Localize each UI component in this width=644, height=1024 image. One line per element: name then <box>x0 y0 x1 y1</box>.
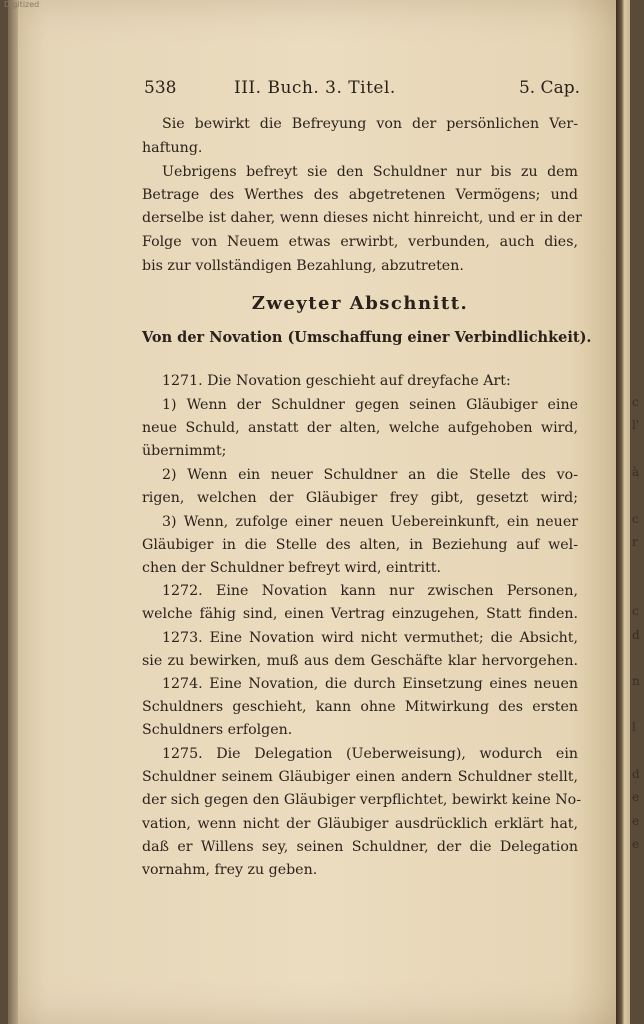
corner-mark: Digitized <box>4 0 40 9</box>
text-line: 1275. Die Delegation (Ueberweisung), wodurch ein <box>162 746 578 762</box>
margin-fragment: e <box>632 837 640 851</box>
page-right-edge <box>616 0 630 1024</box>
text-line: neue Schuld, anstatt der alten, welche aufgehoben wird, <box>142 420 578 436</box>
text-line: bis zur vollständigen Bezahlung, abzutreten. <box>142 258 464 274</box>
text-line: Schuldners geschieht, kann ohne Mitwirkung des ersten <box>142 699 578 715</box>
margin-fragment: l <box>632 720 636 734</box>
text-line: chen der Schuldner befreyt wird, eintritt. <box>142 560 441 576</box>
margin-fragment: n <box>632 674 640 688</box>
text-line: 1273. Eine Novation wird nicht vermuthet; die Absicht, <box>162 630 578 646</box>
text-line: übernimmt; <box>142 443 227 459</box>
text-line: Schuldners erfolgen. <box>142 722 293 738</box>
margin-fragment: c <box>632 604 639 618</box>
text-line: 2) Wenn ein neuer Schuldner an die Stelle des vo- <box>162 467 578 483</box>
margin-fragment: e <box>632 814 640 828</box>
margin-fragment: c <box>632 512 639 526</box>
text-line: vation, wenn nicht der Gläubiger ausdrücklich erklärt hat, <box>142 816 578 832</box>
section-subtitle: Von der Novation (Umschaffung einer Verbindlichkeit). <box>142 329 592 346</box>
text-line: welche fähig sind, einen Vertrag einzugehen, Statt finden. <box>142 606 578 622</box>
text-line: rigen, welchen der Gläubiger frey gibt, gesetzt wird; <box>142 490 578 506</box>
margin-fragment: r <box>632 535 638 549</box>
page-left-edge <box>8 0 18 1024</box>
text-line: Betrage des Werthes des abgetretenen Vermögens; und <box>142 187 578 203</box>
margin-fragment: d <box>632 767 640 781</box>
header-chapter: 5. Cap. <box>518 78 580 98</box>
text-line: 1272. Eine Novation kann nur zwischen Personen, <box>162 583 578 599</box>
margin-fragment: c <box>632 395 639 409</box>
margin-fragment: d <box>632 628 640 642</box>
margin-fragment: e <box>632 790 640 804</box>
text-line: Schuldner seinem Gläubiger einen andern Schuldner stellt, <box>142 769 578 785</box>
margin-fragment: à <box>632 465 640 479</box>
text-line: derselbe ist daher, wenn dieses nicht hinreicht, und er in der <box>142 210 582 226</box>
text-line: Sie bewirkt die Befreyung von der persönlichen Ver- <box>162 116 578 132</box>
running-header <box>144 78 580 106</box>
text-line: daß er Willens sey, seinen Schuldner, der die Delegation <box>142 839 578 855</box>
text-line: Gläubiger in die Stelle des alten, in Beziehung auf wel- <box>142 537 578 553</box>
text-line: 1271. Die Novation geschieht auf dreyfache Art: <box>162 373 511 389</box>
page-number: 538 <box>144 78 177 98</box>
section-title: Zweyter Abschnitt. <box>251 293 469 314</box>
text-line: 3) Wenn, zufolge einer neuen Uebereinkunft, ein neuer <box>162 514 578 530</box>
text-line: haftung. <box>142 140 203 156</box>
header-book-title: III. Buch. 3. Titel. <box>234 78 396 98</box>
text-line: Folge von Neuem etwas erwirbt, verbunden, auch dies, <box>142 234 578 250</box>
text-line: sie zu bewirken, muß aus dem Geschäfte klar hervorgehen. <box>142 653 578 669</box>
margin-fragment: l' <box>632 418 640 432</box>
text-line: vornahm, frey zu geben. <box>142 862 318 878</box>
text-line: 1) Wenn der Schuldner gegen seinen Gläubiger eine <box>162 397 578 413</box>
text-line: 1274. Eine Novation, die durch Einsetzung eines neuen <box>162 676 578 692</box>
text-line: der sich gegen den Gläubiger verpflichtet, bewirkt keine No- <box>142 792 582 808</box>
text-line: Uebrigens befreyt sie den Schuldner nur bis zu dem <box>162 164 578 180</box>
